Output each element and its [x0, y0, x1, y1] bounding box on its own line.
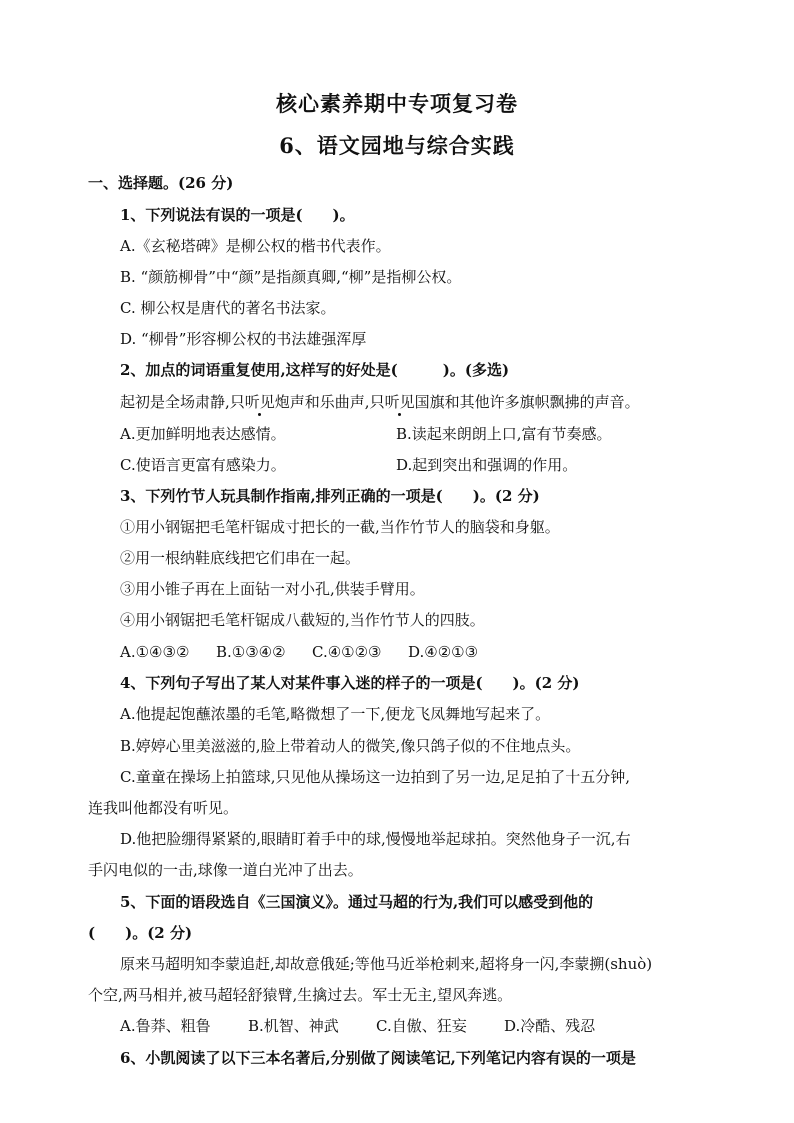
- question-2-option-d: D.起到突出和强调的作用。: [396, 456, 578, 474]
- question-5-option-b: B.机智、神武: [248, 1017, 339, 1035]
- sentence-text: 炮声和乐曲声,只: [274, 393, 385, 411]
- question-4-stem: 4、下列句子写出了某人对某件事入迷的样子的一项是( )。(2 分): [120, 674, 580, 692]
- question-3-step-2: ②用一根纳鞋底线把它们串在一起。: [120, 549, 361, 567]
- question-3-option-a: A.①④③②: [120, 643, 190, 661]
- question-4-option-d-line1: D.他把脸绷得紧紧的,眼睛盯着手中的球,慢慢地举起球拍。突然他身子一沉,右: [120, 830, 631, 848]
- question-3-step-4: ④用小钢锯把毛笔杆锯成八截短的,当作竹节人的四肢。: [120, 611, 485, 629]
- question-4-option-c-line1: C.童童在操场上拍篮球,只见他从操场这一边拍到了另一边,足足拍了十五分钟,: [120, 768, 631, 786]
- question-3-step-1: ①用小钢锯把毛笔杆锯成寸把长的一截,当作竹节人的脑袋和身躯。: [120, 518, 560, 536]
- page-title: 核心素养期中专项复习卷: [276, 91, 518, 116]
- dotted-word: [245, 393, 275, 411]
- section-heading: 一、选择题。(26 分): [88, 174, 234, 192]
- question-5-passage-line2: 个空,两马相并,被马超轻舒猿臂,生擒过去。军士无主,望风奔逃。: [88, 986, 513, 1004]
- dotted-word: [385, 393, 415, 411]
- question-2-option-c: C.使语言更富有感染力。: [120, 456, 286, 474]
- question-2-option-b: B.读起来朗朗上口,富有节奏感。: [396, 425, 612, 443]
- question-1-option-c: C. 柳公权是唐代的著名书法家。: [120, 299, 336, 317]
- question-3-step-3: ③用小锥子再在上面钻一对小孔,供装手臂用。: [120, 580, 425, 598]
- question-1-option-d: D. “柳骨”形容柳公权的书法雄强浑厚: [120, 330, 367, 348]
- question-4-option-c-line2: 连我叫他都没有听见。: [88, 799, 239, 817]
- question-5-passage-line1: 原来马超明知李蒙追赶,却故意俄延;等他马近举枪刺来,超将身一闪,李蒙搠(shuò): [120, 955, 653, 973]
- question-2-option-a: A.更加鲜明地表达感情。: [120, 425, 286, 443]
- sentence-text: 起初是全场肃静,只: [120, 393, 245, 411]
- question-3-option-c: C.④①②③: [312, 643, 382, 661]
- question-4-option-b: B.婷婷心里美滋滋的,脸上带着动人的微笑,像只鸽子似的不住地点头。: [120, 737, 581, 755]
- question-3-option-d: D.④②①③: [408, 643, 479, 661]
- question-5-stem-line2: ( )。(2 分): [88, 924, 193, 942]
- question-2-stem: 2、加点的词语重复使用,这样写的好处是( )。(多选): [120, 361, 510, 379]
- question-6-stem: 6、小凯阅读了以下三本名著后,分别做了阅读笔记,下列笔记内容有误的一项是: [120, 1049, 636, 1067]
- question-1-option-a: A.《玄秘塔碑》是柳公权的楷书代表作。: [120, 237, 391, 255]
- question-5-option-c: C.自傲、狂妄: [376, 1017, 467, 1035]
- question-3-stem: 3、下列竹节人玩具制作指南,排列正确的一项是( )。(2 分): [120, 487, 540, 505]
- question-1-option-b: B. “颜筋柳骨”中“颜”是指颜真卿,“柳”是指柳公权。: [120, 268, 462, 286]
- page-subtitle: 6、语文园地与综合实践: [279, 133, 515, 158]
- dotted-text: 听见: [384, 393, 415, 411]
- question-4-option-d-line2: 手闪电似的一击,球像一道白光冲了出去。: [88, 861, 363, 879]
- question-3-option-b: B.①③④②: [216, 643, 286, 661]
- dotted-text: 听见: [244, 393, 275, 411]
- question-5-option-a: A.鲁莽、粗鲁: [120, 1017, 211, 1035]
- sentence-text: 国旗和其他许多旗帜飘拂的声音。: [414, 393, 640, 411]
- question-1-stem: 1、下列说法有误的一项是( )。: [120, 206, 355, 224]
- question-2-sentence: [120, 392, 640, 412]
- question-5-stem-line1: 5、下面的语段选自《三国演义》。通过马超的行为,我们可以感受到他的: [120, 893, 594, 911]
- question-4-option-a: A.他提起饱蘸浓墨的毛笔,略微想了一下,便龙飞凤舞地写起来了。: [120, 705, 551, 723]
- question-5-option-d: D.冷酷、残忍: [504, 1017, 596, 1035]
